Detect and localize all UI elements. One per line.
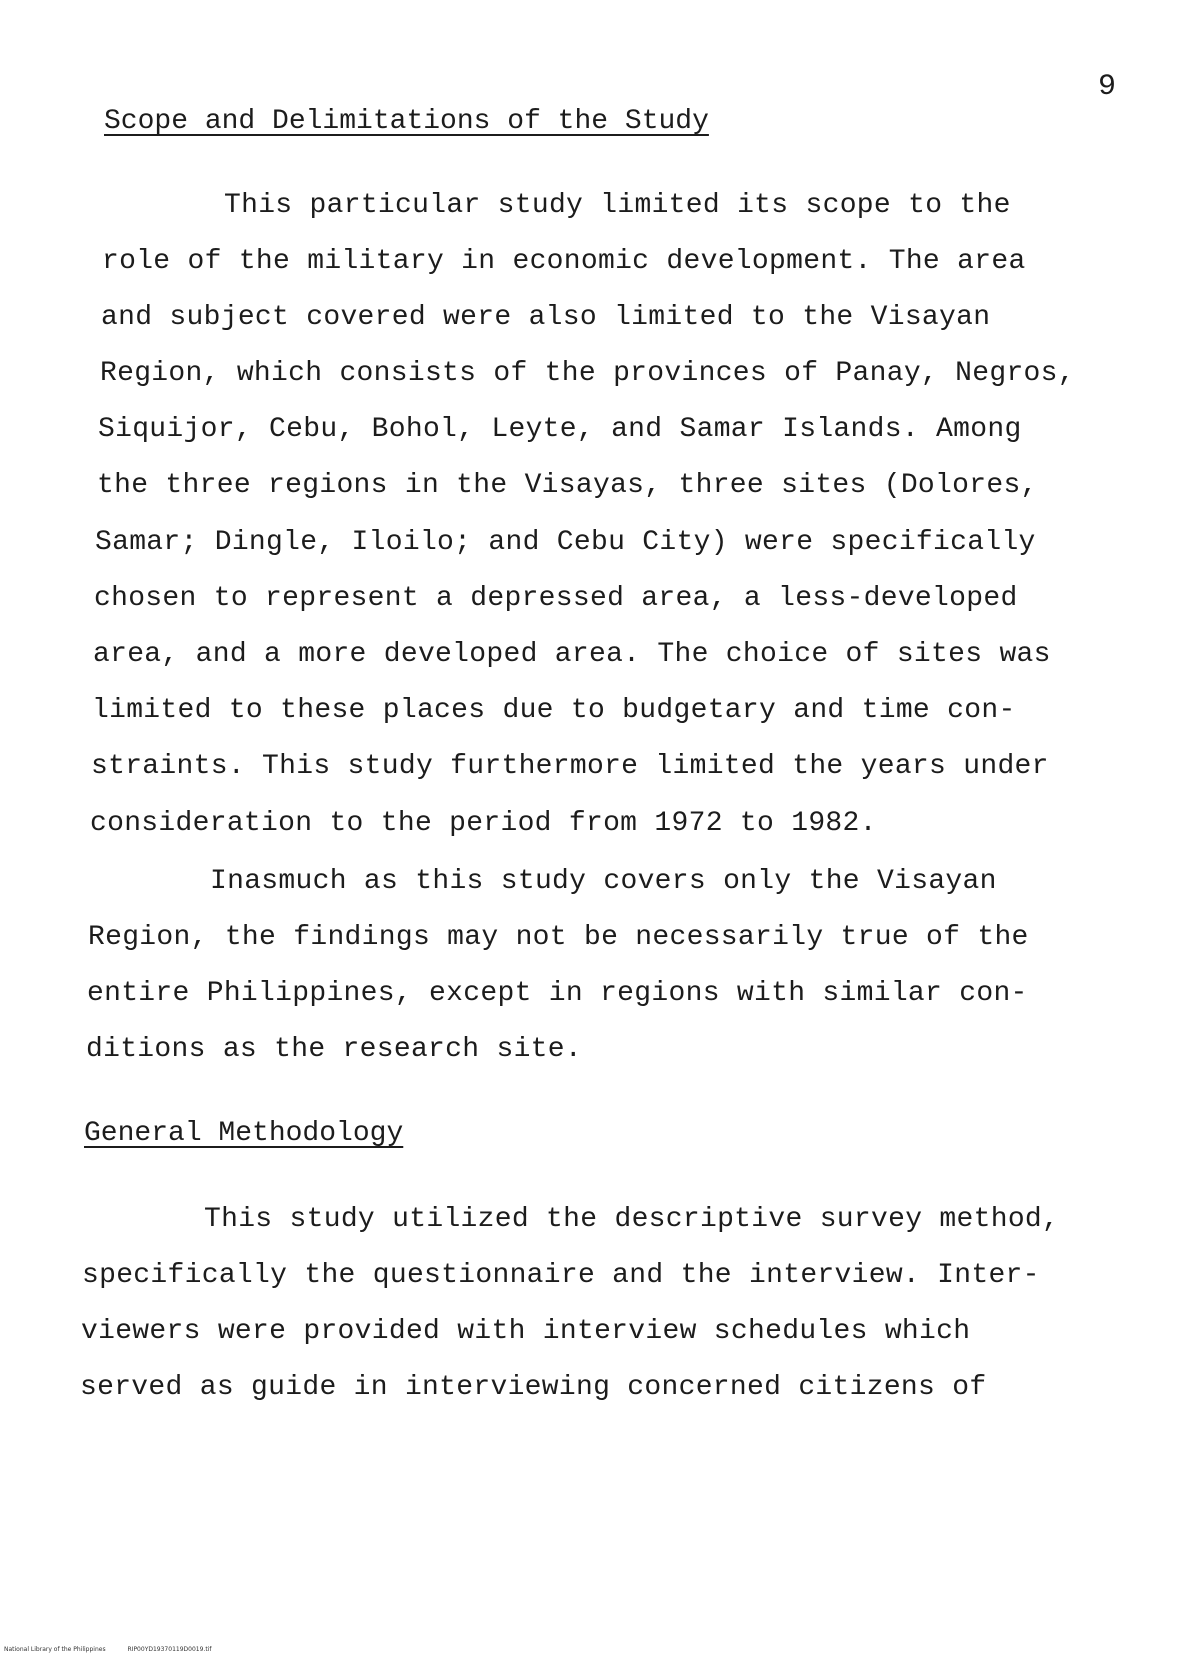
text-line: Samar; Dingle, Iloilo; and Cebu City) were specifically <box>95 527 1036 558</box>
text-line: role of the military in economic development. The area <box>102 246 1026 277</box>
text-line: and subject covered were also limited to the Visayan <box>101 302 991 333</box>
text-line: area, and a more developed area. The choice of sites was <box>93 639 1051 670</box>
text-line: entire Philippines, except in regions with similar con- <box>87 978 1028 1009</box>
text-line: straints. This study furthermore limited the years under <box>91 751 1049 782</box>
text-line: limited to these places due to budgetary and time con- <box>92 695 1016 726</box>
text-line: Region, which consists of the provinces of Panay, Negros, <box>100 358 1075 389</box>
text-line: chosen to represent a depressed area, a less-developed <box>94 583 1018 614</box>
page-number: 9 <box>1098 70 1117 104</box>
footer-file-id: RIP00YD19370119D0019.tif <box>127 1646 212 1653</box>
text-line: served as guide in interviewing concerned citizens of <box>80 1372 987 1403</box>
text-line: Region, the findings may not be necessarily true of the <box>88 922 1029 953</box>
text-line: This study utilized the descriptive survey method, <box>204 1204 1060 1235</box>
text-line: consideration to the period from 1972 to 1982. <box>90 808 877 839</box>
text-line: specifically the questionnaire and the interview. Inter- <box>82 1260 1040 1291</box>
text-line: viewers were provided with interview schedules which <box>81 1316 971 1347</box>
text-line: the three regions in the Visayas, three sites (Dolores, <box>97 470 1038 501</box>
section-heading-methodology: General Methodology <box>84 1118 404 1149</box>
text-line: This particular study limited its scope to the <box>224 190 1011 221</box>
scan-footer <box>4 1646 231 1653</box>
footer-library: National Library of the Philippines <box>4 1646 106 1653</box>
section-heading-scope: Scope and Delimitations of the Study <box>104 106 709 137</box>
text-line: Siquijor, Cebu, Bohol, Leyte, and Samar Islands. Among <box>98 414 1022 445</box>
text-line: Inasmuch as this study covers only the Visayan <box>210 866 997 897</box>
text-line: ditions as the research site. <box>86 1034 582 1065</box>
